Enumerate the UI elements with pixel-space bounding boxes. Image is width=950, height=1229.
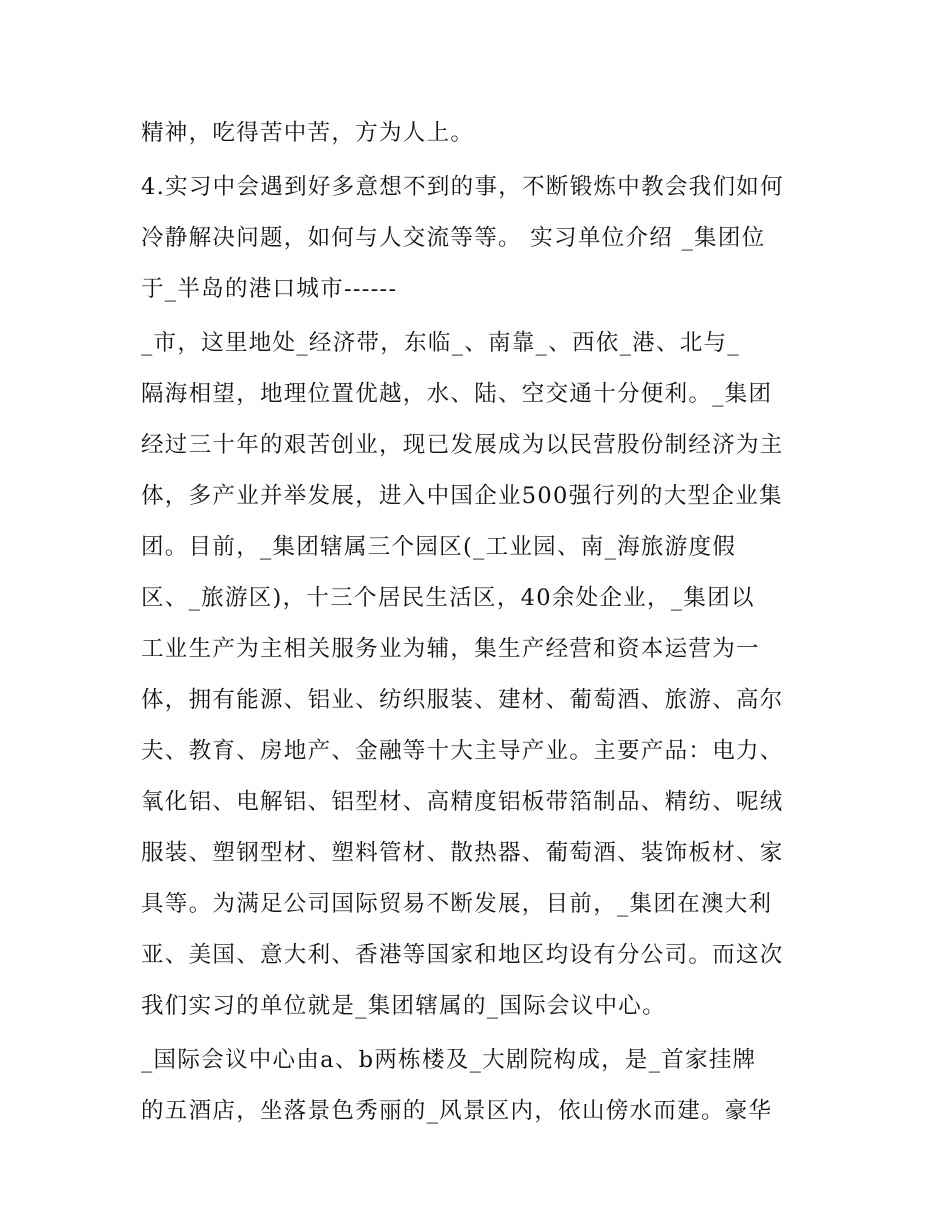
text-line: _国际会议中心由a、b两栋楼及_大剧院构成，是_首家挂牌	[141, 1047, 757, 1073]
text-line: 团。目前，_集团辖属三个园区(_工业园、南_海旅游度假	[141, 534, 737, 560]
text-line: 体，拥有能源、铝业、纺织服装、建材、葡萄酒、旅游、高尔	[141, 687, 784, 713]
text-line: 我们实习的单位就是_集团辖属的_国际会议中心。	[141, 993, 666, 1019]
text-line: 隔海相望，地理位置优越，水、陆、空交通十分便利。_集团	[141, 381, 773, 407]
text-line: 于_半岛的港口城市------	[141, 276, 398, 302]
text-line: 亚、美国、意大利、香港等国家和地区均设有分公司。而这次	[141, 942, 784, 968]
text-line: 经过三十年的艰苦创业，现已发展成为以民营股份制经济为主	[141, 432, 784, 458]
text-line: 体，多产业并举发展，进入中国企业500强行列的大型企业集	[141, 483, 783, 509]
text-line: 具等。为满足公司国际贸易不断发展，目前，_集团在澳大利	[141, 891, 773, 917]
document-body	[141, 108, 821, 1137]
text-line: 工业生产为主相关服务业为辅，集生产经营和资本运营为一	[141, 636, 760, 662]
text-line: _市，这里地处_经济带，东临_、南靠_、西依_港、北与_	[141, 330, 740, 356]
text-line: 4.实习中会遇到好多意想不到的事，不断锻炼中教会我们如何	[141, 174, 784, 200]
text-line: 冷静解决问题，如何与人交流等等。 实习单位介绍 _集团位	[141, 225, 766, 251]
text-line: 服装、塑钢型材、塑料管材、散热器、葡萄酒、装饰板材、家	[141, 840, 784, 866]
text-line: 夫、教育、房地产、金融等十大主导产业。主要产品：电力、	[141, 738, 784, 764]
text-line: 精神，吃得苦中苦，方为人上。	[141, 120, 475, 146]
text-line: 氧化铝、电解铝、铝型材、高精度铝板带箔制品、精纺、呢绒	[141, 789, 784, 815]
text-line: 的五酒店，坐落景色秀丽的_风景区内，依山傍水而建。豪华	[141, 1098, 773, 1124]
text-line: 区、_旅游区)，十三个居民生活区，40余处企业，_集团以	[141, 585, 755, 611]
